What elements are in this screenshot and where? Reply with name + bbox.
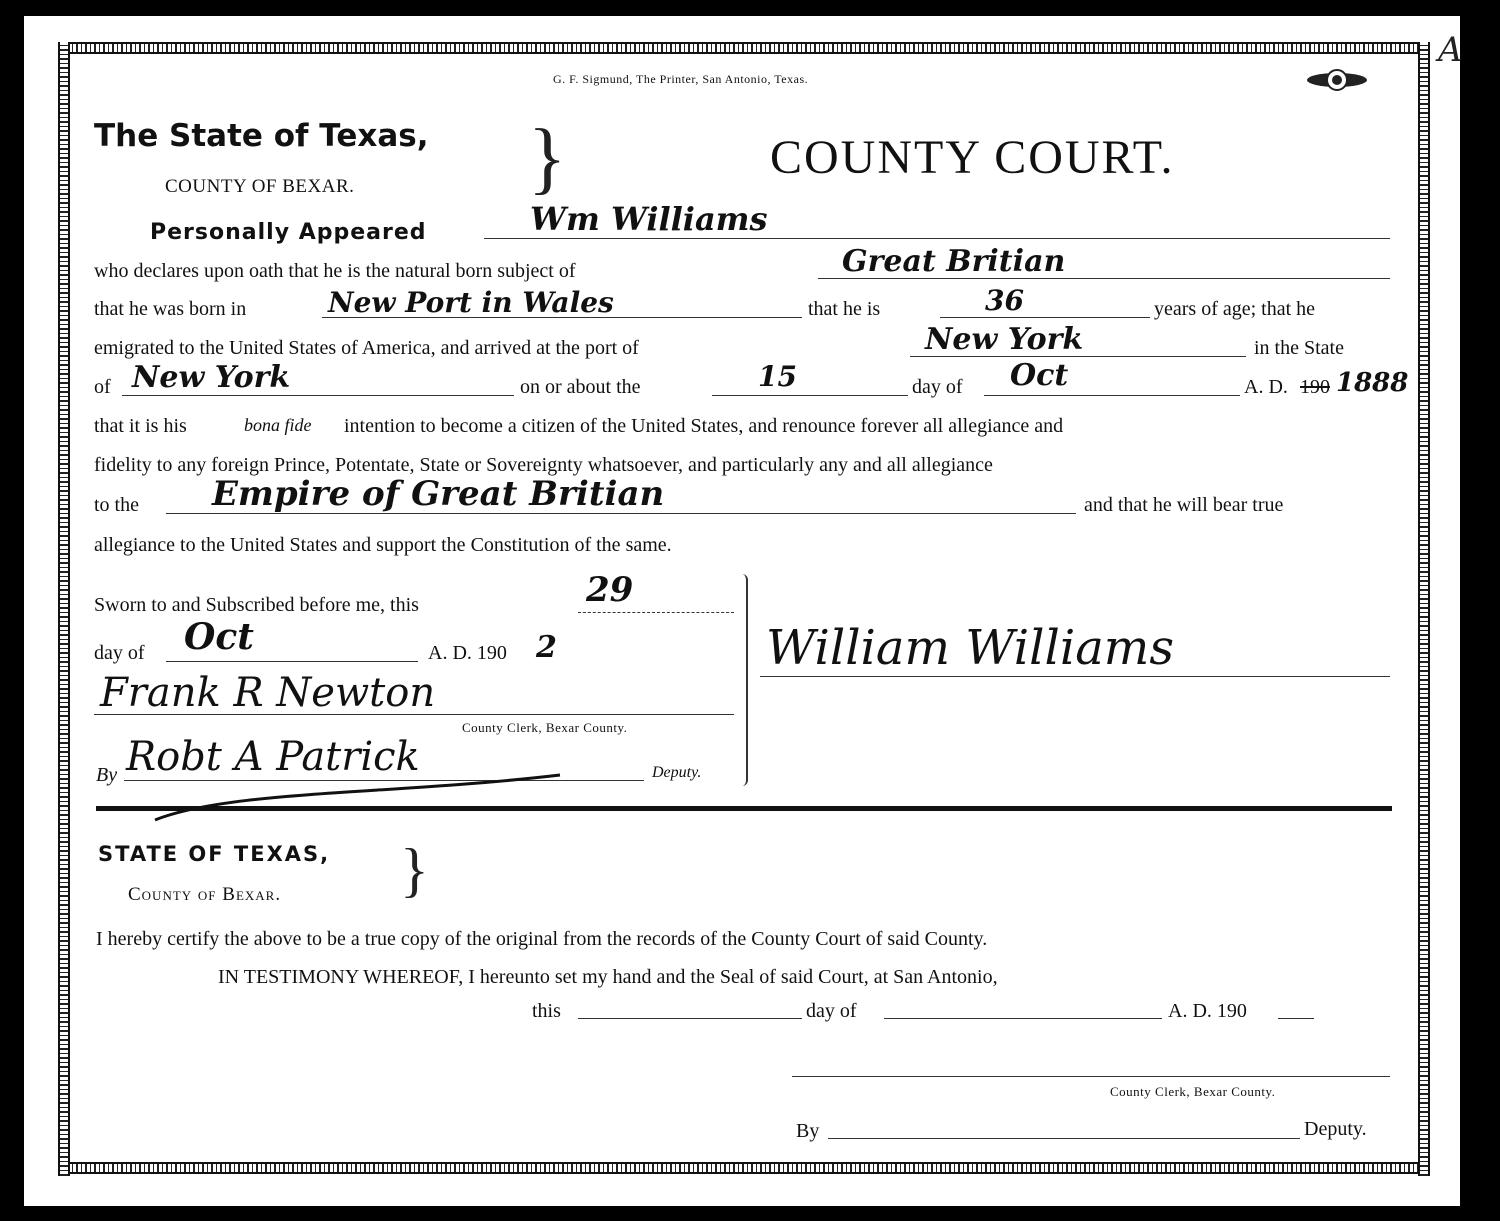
day-line — [712, 395, 908, 396]
certificate-county: County of Bexar. — [128, 884, 282, 905]
certificate-month-line[interactable] — [884, 1018, 1162, 1019]
heading-state: The State of Texas, — [94, 118, 429, 154]
subject-text: who declares upon oath that he is the natural born subject of — [94, 260, 576, 282]
month: Oct — [1010, 358, 1069, 393]
sworn-day: 29 — [586, 570, 634, 610]
state-line — [122, 395, 514, 396]
deputy-flourish — [150, 770, 570, 830]
allegiance-line: allegiance to the United States and support the Constitution of the same. — [94, 534, 672, 556]
certificate-clerk-line[interactable] — [792, 1076, 1390, 1077]
certificate-brace: } — [400, 837, 429, 903]
certify-line: I hereby certify the above to be a true copy of the original from the records of the County Court of said County. — [96, 928, 988, 950]
age-label: that he is — [808, 298, 881, 320]
heading-county: COUNTY OF BEXAR. — [165, 176, 355, 197]
certificate-by-label: By — [796, 1120, 820, 1142]
bear-true-label: and that he will bear true — [1084, 494, 1284, 516]
jurat-by-label: By — [96, 764, 118, 786]
border-left — [58, 42, 70, 1176]
declarant-signature: William Williams — [766, 620, 1174, 676]
born-label: that he was born in — [94, 298, 247, 320]
corner-mark: A — [1438, 30, 1463, 70]
port: New York — [925, 322, 1084, 357]
certificate-state: STATE OF TEXAS, — [98, 842, 331, 866]
printer-emblem-icon — [1306, 68, 1368, 92]
certificate-ad-label: A. D. 190 — [1168, 1000, 1247, 1022]
emigrated-text: emigrated to the United States of America, and arrived at the port of — [94, 337, 639, 359]
declarant-signature-line — [760, 676, 1390, 677]
declarant-name: Wm Williams — [530, 200, 768, 238]
sworn-label: Sworn to and Subscribed before me, this — [94, 594, 419, 616]
jurat-ad-label: A. D. 190 — [428, 642, 507, 664]
certificate-day-line[interactable] — [578, 1018, 802, 1019]
jurat-clerk-title: County Clerk, Bexar County. — [462, 720, 628, 735]
name-line — [484, 238, 1390, 239]
to-the-label: to the — [94, 494, 139, 516]
sworn-month: Oct — [184, 616, 254, 658]
jurat-day-of-label: day of — [94, 642, 145, 664]
printer-credit: G. F. Sigmund, The Printer, San Antonio, Texas. — [553, 72, 809, 86]
month-line — [984, 395, 1240, 396]
heading-brace: } — [528, 114, 567, 202]
day: 15 — [758, 360, 797, 393]
in-state-label: in the State — [1254, 337, 1344, 359]
deputy-signature: Robt A Patrick — [126, 734, 420, 780]
clerk-signature: Frank R Newton — [100, 670, 436, 716]
on-about-label: on or about the — [520, 376, 641, 398]
jurat-deputy-label: Deputy. — [652, 764, 702, 781]
of-label: of — [94, 376, 111, 398]
state: New York — [132, 360, 291, 395]
age-line — [940, 317, 1150, 318]
subject-of: Great Britian — [842, 244, 1066, 279]
fidelity-line: fidelity to any foreign Prince, Potentate, State or Sovereignty whatsoever, and particularly any and all allegiance — [94, 454, 993, 476]
sovereign: Empire of Great Britian — [212, 474, 665, 514]
birthplace: New Port in Wales — [328, 286, 614, 319]
bona-fide: bona fide — [244, 415, 312, 435]
border-bottom — [58, 1162, 1430, 1174]
border-top — [58, 42, 1430, 54]
jurat-year-digit: 2 — [536, 630, 557, 665]
ad-label: A. D. — [1244, 376, 1288, 398]
certificate-deputy-label: Deputy. — [1304, 1118, 1367, 1140]
sworn-month-line — [166, 661, 418, 662]
certificate-deputy-line[interactable] — [828, 1138, 1300, 1139]
certificate-this-label: this — [532, 1000, 561, 1022]
certificate-day-of-label: day of — [806, 1000, 857, 1022]
heading-court: COUNTY COURT. — [770, 131, 1175, 184]
testimony-line: IN TESTIMONY WHEREOF, I hereunto set my hand and the Seal of said Court, at San Antonio, — [218, 966, 998, 988]
section-divider — [96, 806, 1392, 811]
certificate-clerk-title: County Clerk, Bexar County. — [1110, 1084, 1276, 1099]
appeared-label: Personally Appeared — [150, 220, 427, 245]
years-label: years of age; that he — [1154, 298, 1316, 320]
jurat-divider — [740, 574, 748, 786]
age: 36 — [985, 284, 1024, 317]
year: 1888 — [1336, 368, 1409, 398]
day-of-label: day of — [912, 376, 963, 398]
intent-a: that it is his — [94, 415, 187, 437]
certificate-year-line[interactable] — [1278, 1018, 1314, 1019]
border-right — [1418, 42, 1430, 1176]
sworn-day-line — [578, 612, 734, 613]
intent-b: intention to become a citizen of the United States, and renounce forever all allegiance and — [344, 415, 1064, 437]
year-struck: 190 — [1300, 376, 1330, 398]
